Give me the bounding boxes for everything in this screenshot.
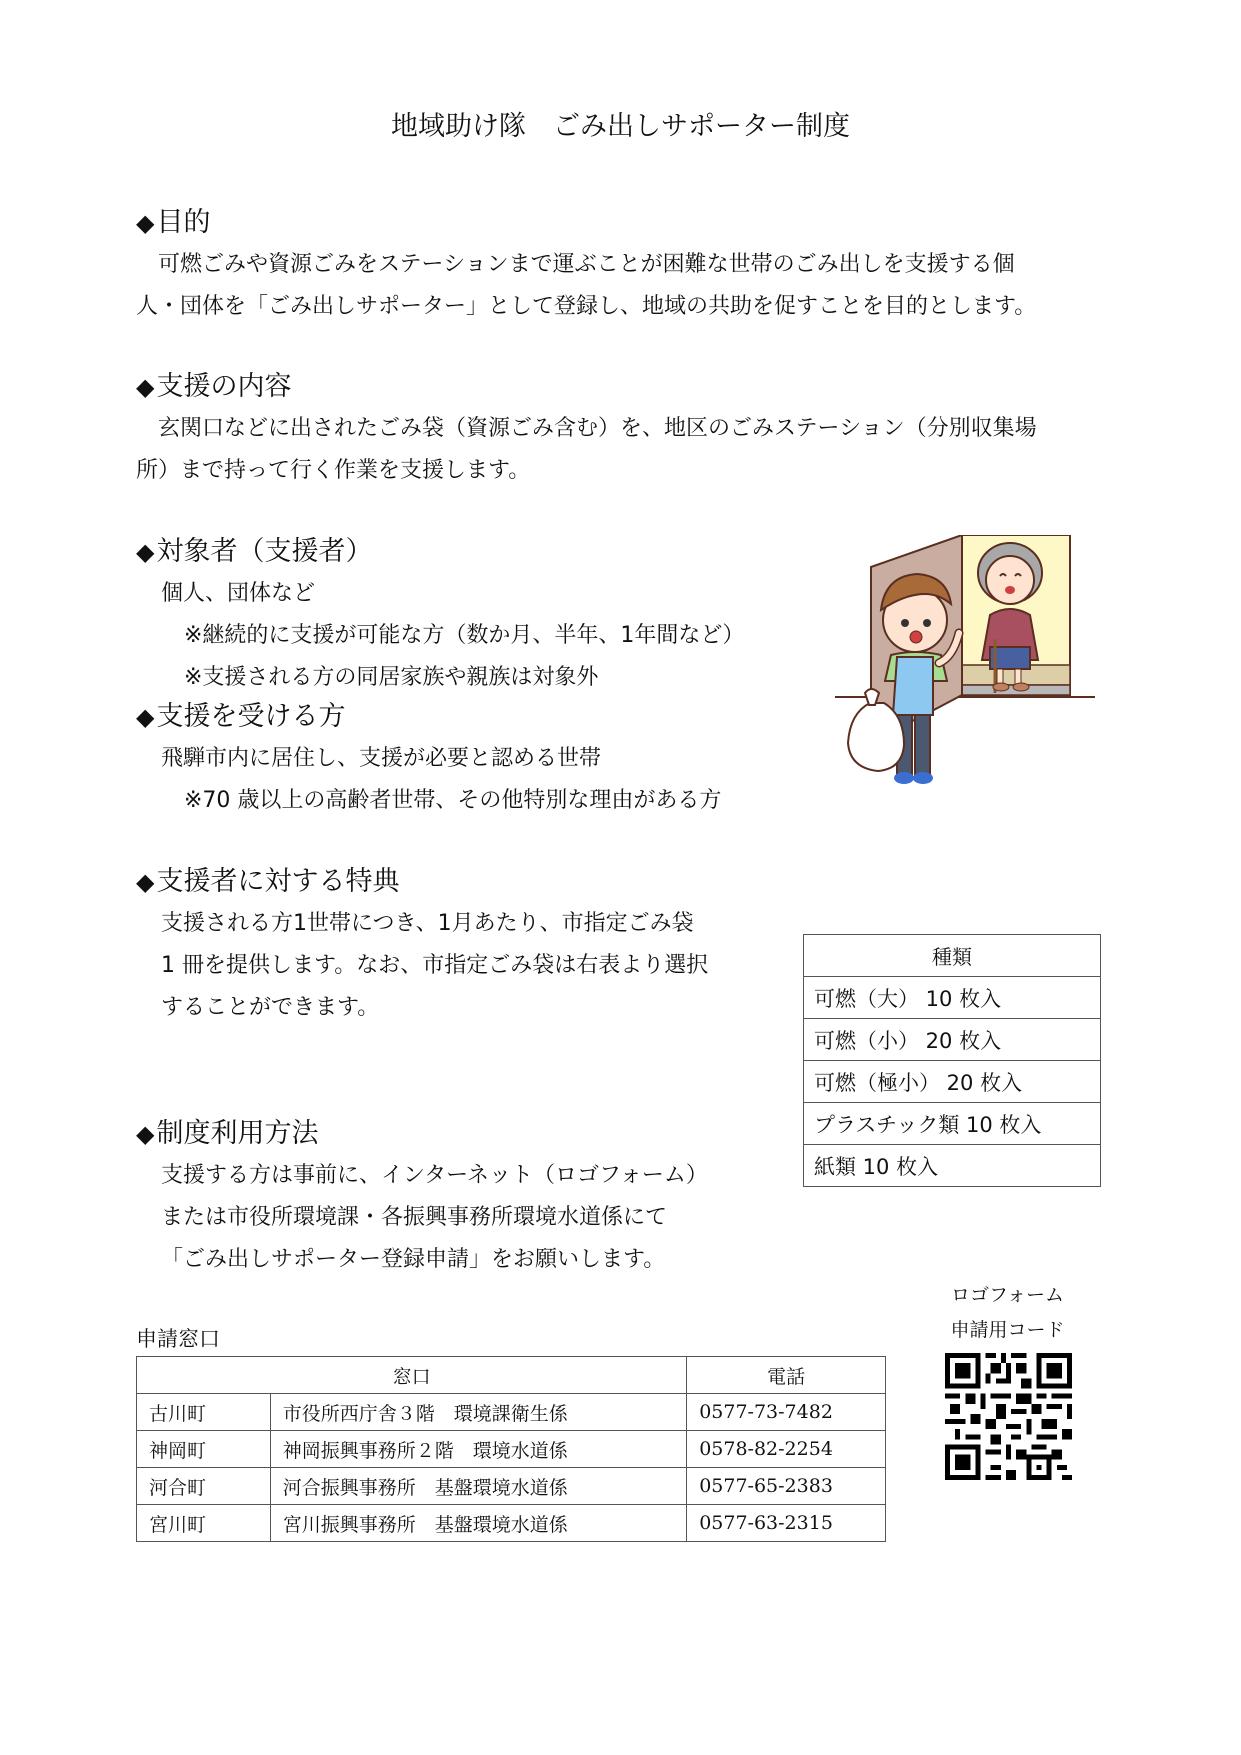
table-row	[137, 1394, 886, 1431]
section-heading-benefits: ◆支援者に対する特典	[136, 866, 400, 897]
section-heading-how-to-use: ◆制度利用方法	[136, 1118, 319, 1149]
table-row	[137, 1431, 886, 1468]
recipients-note-1: ※70 歳以上の高齢者世帯、その他特別な理由がある方	[184, 788, 722, 813]
table-header-row	[804, 935, 1101, 977]
qr-label-line-1: ロゴフォーム	[950, 1284, 1065, 1306]
eligible-line-1: 個人、団体など	[161, 581, 316, 606]
qr-label-line-2: 申請用コード	[950, 1319, 1065, 1341]
page-title: 地域助け隊 ごみ出しサポーター制度	[391, 111, 850, 142]
town-cell: 河合町	[137, 1468, 271, 1505]
diamond-bullet-icon: ◆	[136, 1120, 155, 1148]
bag-type-cell: プラスチック類 10 枚入	[804, 1103, 1101, 1145]
volunteer-illustration	[835, 535, 1100, 807]
bag-type-cell: 紙類 10 枚入	[804, 1145, 1101, 1187]
diamond-bullet-icon: ◆	[136, 373, 155, 401]
bag-type-cell: 可燃（大） 10 枚入	[804, 977, 1101, 1019]
section-heading-purpose: ◆目的	[136, 207, 211, 238]
table-row	[804, 977, 1101, 1019]
diamond-bullet-icon: ◆	[136, 209, 155, 237]
phone-cell: 0578-82-2254	[687, 1431, 886, 1468]
town-cell: 古川町	[137, 1394, 271, 1431]
support-content-line-2: 所）まで持って行く作業を支援します。	[136, 458, 531, 483]
section-heading-eligible-supporters: ◆対象者（支援者）	[136, 536, 373, 567]
bag-type-cell: 可燃（小） 20 枚入	[804, 1019, 1101, 1061]
benefits-line-3: することができます。	[161, 995, 380, 1020]
town-cell: 宮川町	[137, 1505, 271, 1542]
purpose-line-1: 可燃ごみや資源ごみをステーションまで運ぶことが困難な世帯のごみ出しを支援する個	[136, 252, 1015, 277]
office-cell: 神岡振興事務所２階 環境水道係	[270, 1431, 686, 1468]
office-cell: 市役所西庁舎３階 環境課衛生係	[270, 1394, 686, 1431]
how-to-use-line-3: 「ごみ出しサポーター登録申請」をお願いします。	[161, 1247, 666, 1272]
recipients-line-1: 飛騨市内に居住し、支援が必要と認める世帯	[161, 746, 602, 771]
table-row	[804, 1103, 1101, 1145]
purpose-line-2: 人・団体を「ごみ出しサポーター」として登録し、地域の共助を促すことを目的とします。	[136, 294, 1037, 319]
table-header-row	[137, 1357, 886, 1394]
office-cell: 宮川振興事務所 基盤環境水道係	[270, 1505, 686, 1542]
eligible-note-2: ※支援される方の同居家族や親族は対象外	[184, 665, 599, 690]
application-offices-table	[136, 1356, 886, 1542]
town-cell: 神岡町	[137, 1431, 271, 1468]
bag-type-table	[803, 934, 1101, 1187]
diamond-bullet-icon: ◆	[136, 703, 155, 731]
bag-type-cell: 可燃（極小） 20 枚入	[804, 1061, 1101, 1103]
phone-cell: 0577-65-2383	[687, 1468, 886, 1505]
phone-header: 電話	[687, 1357, 886, 1394]
diamond-bullet-icon: ◆	[136, 868, 155, 896]
support-content-line-1: 玄関口などに出されたごみ袋（資源ごみ含む）を、地区のごみステーション（分別収集場	[136, 416, 1037, 441]
office-cell: 河合振興事務所 基盤環境水道係	[270, 1468, 686, 1505]
benefits-line-1: 支援される方1世帯につき、1月あたり、市指定ごみ袋	[161, 911, 694, 936]
office-header: 窓口	[137, 1357, 687, 1394]
diamond-bullet-icon: ◆	[136, 538, 155, 566]
eligible-note-1: ※継続的に支援が可能な方（数か月、半年、1年間など）	[184, 623, 745, 648]
application-window-label: 申請窓口	[136, 1327, 220, 1351]
how-to-use-line-1: 支援する方は事前に、インターネット（ロゴフォーム）	[161, 1163, 708, 1188]
phone-cell: 0577-63-2315	[687, 1505, 886, 1542]
table-row	[804, 1145, 1101, 1187]
qr-code[interactable]	[945, 1353, 1072, 1480]
table-row	[137, 1505, 886, 1542]
bag-type-header: 種類	[804, 935, 1101, 977]
table-row	[804, 1019, 1101, 1061]
table-row	[137, 1468, 886, 1505]
how-to-use-line-2: または市役所環境課・各振興事務所環境水道係にて	[161, 1205, 668, 1230]
phone-cell: 0577-73-7482	[687, 1394, 886, 1431]
section-heading-support-content: ◆支援の内容	[136, 371, 292, 402]
section-heading-recipients: ◆支援を受ける方	[136, 701, 346, 732]
benefits-line-2: 1 冊を提供します。なお、市指定ごみ袋は右表より選択	[161, 953, 709, 978]
table-row	[804, 1061, 1101, 1103]
